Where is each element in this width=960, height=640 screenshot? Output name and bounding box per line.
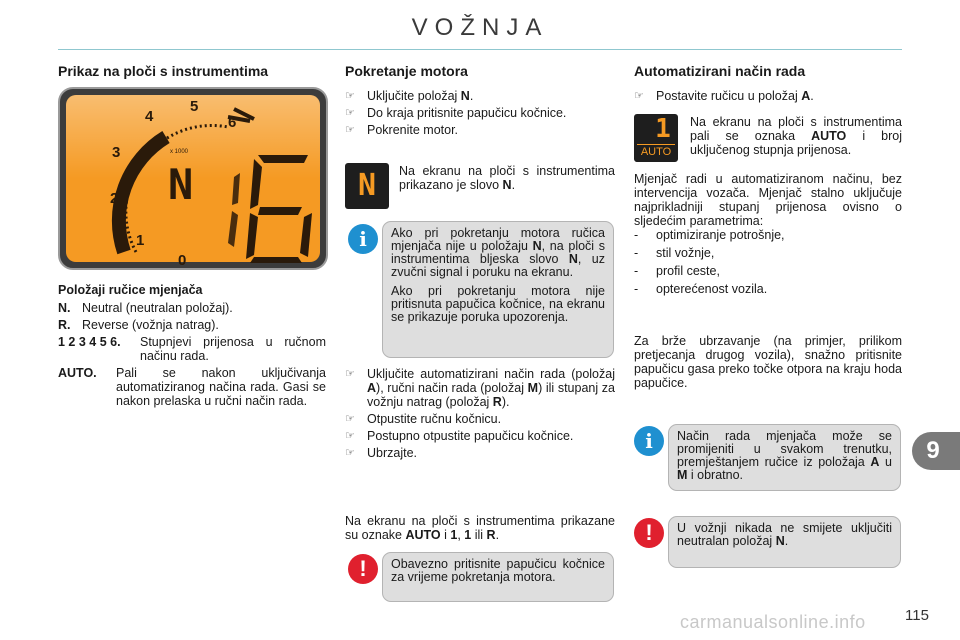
tach-number: 5: [190, 98, 199, 115]
info-icon: i: [348, 224, 378, 254]
list-item: ☞ Uključite položaj N.: [345, 89, 474, 103]
header-divider: [58, 49, 902, 50]
list-item: - profil ceste,: [634, 264, 720, 278]
gear-row-manual: 1 2 3 4 5 6. Stupnjevi prijenosa u ručnom načinu rada.: [58, 335, 326, 363]
warning-icon: !: [348, 554, 378, 584]
gear-list: [58, 301, 326, 411]
bullet-arrow-icon: ☞: [345, 430, 355, 442]
bullet-arrow-icon: ☞: [345, 413, 355, 425]
gear-row-r: R. Reverse (vožnja natrag).: [58, 318, 219, 332]
neutral-warning-note: U vožnji nikada ne smijete uključiti neutralan položaj N.: [668, 516, 901, 568]
engine-start-heading: Pokretanje motora: [345, 63, 468, 79]
list-item: ☞ Postupno otpustite papučicu kočnice.: [345, 429, 574, 443]
auto-display-icon: 1 AUTO: [634, 114, 678, 162]
bullet-arrow-icon: ☞: [345, 368, 355, 380]
page-number: 115: [905, 607, 929, 624]
brake-warning-note: Obavezno pritisnite papučicu kočnice za vrijeme pokretanja motora.: [382, 552, 614, 602]
list-item: - opterećenost vozila.: [634, 282, 768, 296]
bullet-arrow-icon: ☞: [634, 90, 644, 102]
start-steps-list: [345, 89, 615, 140]
list-item: ☞ Ubrzajte.: [345, 446, 418, 460]
list-item: ☞ Uključite automatizirani način rada (položaj A), ručni način rada (položaj M) ili stupanj za vožnju natrag (položaj R).: [345, 367, 615, 409]
tach-number: 2: [110, 190, 119, 207]
bullet-arrow-icon: ☞: [345, 447, 355, 459]
start-info-note: Ako pri pokretanju motora ručica mjenjača nije u položaju N, na ploči s instrumentima bljeska slovo N, uz zvučni signal i poruku na ekranu. Ako pri pokretanju motora nije pritisnuta papučica kočnice, na ekranu se prikazuje poruka upozorenja.: [382, 221, 614, 358]
display-labels-text: Na ekranu na ploči s instrumentima prikazane su oznake AUTO i 1, 1 ili R.: [345, 514, 615, 542]
auto-display-text: Na ekranu na ploči s instrumentima pali se oznaka AUTO i broj uključenog stupnja prijenosa.: [690, 115, 902, 157]
cluster-heading: Prikaz na ploči s instrumentima: [58, 63, 269, 79]
acceleration-paragraph: Za brže ubrzavanje (na primjer, prilikom pretjecanja drugog vozila), snažno pritisnite papučicu gasa preko točke otpora na kraju hoda papučice.: [634, 334, 902, 390]
auto-steps-list: [634, 89, 902, 106]
chapter-number: 9: [926, 437, 940, 464]
drive-steps-list: [345, 367, 615, 463]
list-item: ☞ Do kraja pritisnite papučicu kočnice.: [345, 106, 567, 120]
n-display-text: Na ekranu na ploči s instrumentima prikazano je slovo N.: [399, 164, 615, 192]
tach-number: 0: [178, 252, 187, 269]
mode-change-info-note: Način rada mjenjača može se promijeniti u svakom trenutku, premještanjem ručice iz položaja A u M i obratno.: [668, 424, 901, 491]
list-item: ☞ Postavite ručicu u položaj A.: [634, 89, 814, 103]
list-item: - optimiziranje potrošnje,: [634, 228, 785, 242]
list-item: ☞ Otpustite ručnu kočnicu.: [345, 412, 502, 426]
tach-number: 4: [145, 108, 154, 125]
bullet-arrow-icon: ☞: [345, 107, 355, 119]
tach-number: 6: [228, 114, 237, 131]
tach-number: 1: [136, 232, 145, 249]
gear-positions-heading: Položaji ručice mjenjača: [58, 283, 203, 297]
list-item: - stil vožnje,: [634, 246, 715, 260]
gear-row-auto: AUTO. Pali se nakon uključivanja automatiziranog načina rada. Gasi se nakon prelaska u ručni način rada.: [58, 366, 326, 408]
parameters-list: [634, 228, 902, 300]
bullet-arrow-icon: ☞: [345, 90, 355, 102]
watermark: carmanualsonline.info: [680, 612, 866, 632]
tach-unit: x 1000: [170, 149, 189, 155]
auto-mode-heading: Automatizirani način rada: [634, 63, 806, 79]
info-icon: i: [634, 426, 664, 456]
gear-row-n: N. Neutral (neutralan položaj).: [58, 301, 233, 315]
gear-n-display-icon: N: [345, 163, 389, 209]
gear-indicator: N: [168, 160, 194, 209]
instrument-cluster-image: [58, 87, 328, 270]
auto-mode-paragraph: Mjenjač radi u automatiziranom načinu, bez intervencija vozača. Mjenjač stalno uključuje najprikladniji stupanj prijenosa ovisno o sljedećim parametrima:: [634, 172, 902, 228]
list-item: ☞ Pokrenite motor.: [345, 123, 459, 137]
page-title: VOŽNJA: [411, 14, 549, 41]
tach-number: 3: [112, 144, 121, 161]
bullet-arrow-icon: ☞: [345, 124, 355, 136]
warning-icon: !: [634, 518, 664, 548]
